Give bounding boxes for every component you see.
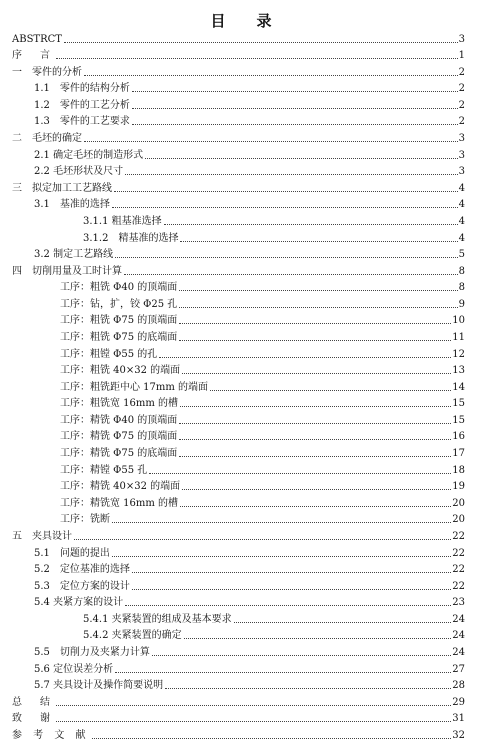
dot-leader <box>112 206 458 208</box>
toc-entry[interactable] <box>12 427 465 444</box>
toc-entry[interactable] <box>12 642 465 659</box>
toc-entry-label: 工序：精铣 Φ75 的顶端面 <box>60 431 178 443</box>
dot-leader <box>92 737 452 739</box>
toc-entry-page: 14 <box>452 381 465 393</box>
dot-leader <box>179 306 457 308</box>
dot-leader <box>132 123 458 125</box>
toc-entry[interactable] <box>12 211 465 228</box>
toc-entry[interactable] <box>12 676 465 693</box>
dot-leader <box>149 472 451 474</box>
dot-leader <box>125 173 458 175</box>
toc-entry-page: 13 <box>452 365 465 377</box>
toc-entry-page: 4 <box>458 199 465 211</box>
dot-leader <box>132 588 451 590</box>
toc-entry-page: 3 <box>458 149 465 161</box>
toc-entry[interactable] <box>12 526 465 543</box>
dot-leader <box>184 637 452 639</box>
toc-entry-page: 16 <box>452 431 465 443</box>
dot-leader <box>115 671 451 673</box>
dot-leader <box>179 322 451 324</box>
toc-entry-page: 20 <box>452 514 465 526</box>
toc-entry-page: 22 <box>452 547 465 559</box>
toc-entry[interactable] <box>12 145 465 162</box>
toc-entry[interactable] <box>12 510 465 527</box>
dot-leader <box>114 190 458 192</box>
toc-entry[interactable] <box>12 692 465 709</box>
toc-entry-page: 23 <box>452 597 465 609</box>
toc-entry[interactable] <box>12 593 465 610</box>
toc-entry-page: 4 <box>458 232 465 244</box>
toc-entry-label: 参 考 文 献 <box>12 729 90 741</box>
toc-entry-label: 5.4.1 夹紧装置的组成及基本要求 <box>83 613 232 625</box>
toc-entry-label: 5.2 定位基准的选择 <box>34 564 130 576</box>
dot-leader <box>115 256 458 258</box>
toc-entry-label: 5.4 夹紧方案的设计 <box>34 597 124 609</box>
dot-leader <box>180 505 451 507</box>
dot-leader <box>164 223 458 225</box>
toc-entry-label: 5.1 问题的提出 <box>34 547 110 559</box>
toc-entry[interactable] <box>12 178 465 195</box>
toc-entry-page: 2 <box>458 116 465 128</box>
toc-entry-page: 28 <box>452 680 465 692</box>
toc-entry-label: 3.1.2 精基准的选择 <box>83 232 179 244</box>
toc-entry[interactable] <box>12 228 465 245</box>
dot-leader <box>125 604 451 606</box>
toc-entry[interactable] <box>12 477 465 494</box>
toc-entry-label: 工序：粗铣宽 16mm 的槽 <box>60 398 179 410</box>
toc-entry-label: 5.5 切削力及夹紧力计算 <box>34 646 150 658</box>
toc-entry-page: 22 <box>452 530 465 542</box>
dot-leader <box>64 41 458 43</box>
toc-entry-label: 工序：粗镗 Φ55 的孔 <box>60 348 158 360</box>
dot-leader <box>84 74 458 76</box>
toc-title: 目 录 <box>210 12 280 30</box>
toc-entry[interactable] <box>12 79 465 96</box>
toc-entry-label: 工序：粗铣 Φ75 的顶端面 <box>60 315 178 327</box>
toc-entry[interactable] <box>12 543 465 560</box>
dot-leader <box>112 521 451 523</box>
toc-entry-page: 24 <box>452 646 465 658</box>
toc-entry[interactable] <box>12 725 465 742</box>
dot-leader <box>152 654 451 656</box>
toc-entry-page: 3 <box>458 166 465 178</box>
dot-leader <box>179 339 451 341</box>
dot-leader <box>234 621 452 623</box>
toc-entry[interactable] <box>12 361 465 378</box>
toc-entry-page: 31 <box>452 713 465 725</box>
toc-entry-label: 总 结 <box>12 696 54 708</box>
toc-entry[interactable] <box>12 609 465 626</box>
toc-entry-label: 致 谢 <box>12 713 54 725</box>
toc-entry-label: 五 夹具设计 <box>12 530 72 542</box>
toc-entry-label: 二 毛坯的确定 <box>12 133 82 145</box>
toc-entry-label: 工序：精铣 Φ40 的顶端面 <box>60 414 178 426</box>
toc-entry[interactable] <box>12 576 465 593</box>
toc-entry-page: 9 <box>458 298 465 310</box>
toc-entry-label: 工序：精铣宽 16mm 的槽 <box>60 497 179 509</box>
dot-leader <box>56 720 451 722</box>
toc-entry-label: 工序：精铣 Φ75 的底端面 <box>60 448 178 460</box>
toc-entry-page: 11 <box>452 331 465 343</box>
toc-entry-label: 工序：粗铣 Φ40 的顶端面 <box>60 282 178 294</box>
toc-entry-page: 22 <box>452 564 465 576</box>
toc-entry[interactable] <box>12 112 465 129</box>
toc-entry[interactable] <box>12 410 465 427</box>
toc-entry[interactable] <box>12 261 465 278</box>
toc-entry-page: 8 <box>458 265 465 277</box>
toc-entry-page: 5 <box>458 249 465 261</box>
dot-leader <box>132 571 451 573</box>
toc-entry-page: 8 <box>458 282 465 294</box>
toc-entry-page: 24 <box>452 630 465 642</box>
toc-entry-label: 1.1 零件的结构分析 <box>34 83 130 95</box>
toc-entry-label: 工序：粗铣 40×32 的端面 <box>60 365 181 377</box>
dot-leader <box>180 240 457 242</box>
toc-entry-label: 2.2 毛坯形状及尺寸 <box>34 166 124 178</box>
toc-entry-label: 3.2 制定工艺路线 <box>34 249 114 261</box>
toc-entry-page: 3 <box>458 33 465 45</box>
toc-entry[interactable] <box>12 394 465 411</box>
toc-entry-page: 24 <box>452 613 465 625</box>
toc-entry-page: 18 <box>452 464 465 476</box>
dot-leader <box>74 538 451 540</box>
toc-entry-label: 工序：钻，扩，铰 Φ25 孔 <box>60 298 178 310</box>
dot-leader <box>179 422 451 424</box>
toc-entry-page: 4 <box>458 182 465 194</box>
toc-entry[interactable] <box>12 626 465 643</box>
toc-entry-label: 5.7 夹具设计及操作简要说明 <box>34 680 164 692</box>
toc-entry-label: 5.3 定位方案的设计 <box>34 580 130 592</box>
toc-entry[interactable] <box>12 29 465 46</box>
toc-entry-page: 19 <box>452 481 465 493</box>
toc-entry-label: 工序：精镗 Φ55 孔 <box>60 464 148 476</box>
toc-entry[interactable] <box>12 659 465 676</box>
toc-entry-page: 32 <box>452 729 465 741</box>
toc-entry-label: 5.4.2 夹紧装置的确定 <box>83 630 182 642</box>
toc-entry[interactable] <box>12 46 465 63</box>
toc-entry[interactable] <box>12 560 465 577</box>
toc-list <box>12 29 465 742</box>
toc-entry-label: ABSTRCT <box>12 33 62 45</box>
dot-leader <box>112 555 451 557</box>
toc-entry[interactable] <box>12 460 465 477</box>
dot-leader <box>56 704 451 706</box>
toc-entry-page: 4 <box>458 215 465 227</box>
toc-entry[interactable] <box>12 278 465 295</box>
toc-entry[interactable] <box>12 294 465 311</box>
toc-entry-page: 2 <box>458 83 465 95</box>
dot-leader <box>179 289 457 291</box>
toc-entry-label: 3.1.1 粗基准选择 <box>83 215 162 227</box>
toc-entry[interactable] <box>12 377 465 394</box>
toc-entry-label: 1.3 零件的工艺要求 <box>34 116 130 128</box>
dot-leader <box>132 90 458 92</box>
toc-entry-page: 3 <box>458 133 465 145</box>
toc-entry-page: 2 <box>458 66 465 78</box>
dot-leader <box>180 405 451 407</box>
dot-leader <box>124 273 458 275</box>
toc-entry-label: 工序：精铣 40×32 的端面 <box>60 481 181 493</box>
toc-entry-label: 三 拟定加工工艺路线 <box>12 182 112 194</box>
toc-entry-label: 5.6 定位误差分析 <box>34 663 114 675</box>
toc-entry[interactable] <box>12 327 465 344</box>
toc-entry[interactable] <box>12 344 465 361</box>
toc-entry-label: 一 零件的分析 <box>12 66 82 78</box>
toc-entry-label: 2.1 确定毛坯的制造形式 <box>34 149 144 161</box>
toc-entry-page: 15 <box>452 414 465 426</box>
dot-leader <box>165 687 451 689</box>
toc-entry-page: 17 <box>452 448 465 460</box>
dot-leader <box>56 57 458 59</box>
toc-entry-page: 27 <box>452 663 465 675</box>
dot-leader <box>182 488 451 490</box>
toc-entry-page: 29 <box>452 696 465 708</box>
toc-entry-label: 工序：铣断 <box>60 514 110 526</box>
dot-leader <box>182 372 451 374</box>
toc-entry-page: 22 <box>452 580 465 592</box>
dot-leader <box>132 107 458 109</box>
toc-entry-label: 工序：粗铣 Φ75 的底端面 <box>60 331 178 343</box>
toc-entry[interactable] <box>12 162 465 179</box>
toc-entry[interactable] <box>12 95 465 112</box>
toc-entry-page: 15 <box>452 398 465 410</box>
toc-entry-label: 3.1 基准的选择 <box>34 199 110 211</box>
toc-entry-page: 10 <box>452 315 465 327</box>
toc-entry-label: 工序：粗铣距中心 17mm 的端面 <box>60 381 209 393</box>
toc-entry-page: 2 <box>458 99 465 111</box>
toc-entry[interactable] <box>12 311 465 328</box>
toc-entry[interactable] <box>12 245 465 262</box>
toc-entry[interactable] <box>12 443 465 460</box>
toc-entry-page: 20 <box>452 497 465 509</box>
dot-leader <box>179 455 451 457</box>
toc-entry-page: 1 <box>458 50 465 62</box>
toc-entry-label: 序 言 <box>12 50 54 62</box>
toc-entry[interactable] <box>12 128 465 145</box>
dot-leader <box>145 157 458 159</box>
toc-entry-page: 12 <box>452 348 465 360</box>
dot-leader <box>179 438 451 440</box>
dot-leader <box>84 140 458 142</box>
toc-entry-label: 四 切削用量及工时计算 <box>12 265 122 277</box>
toc-entry[interactable] <box>12 62 465 79</box>
dot-leader <box>210 389 451 391</box>
dot-leader <box>159 356 451 358</box>
toc-entry[interactable] <box>12 195 465 212</box>
toc-entry[interactable] <box>12 493 465 510</box>
toc-entry-label: 1.2 零件的工艺分析 <box>34 99 130 111</box>
